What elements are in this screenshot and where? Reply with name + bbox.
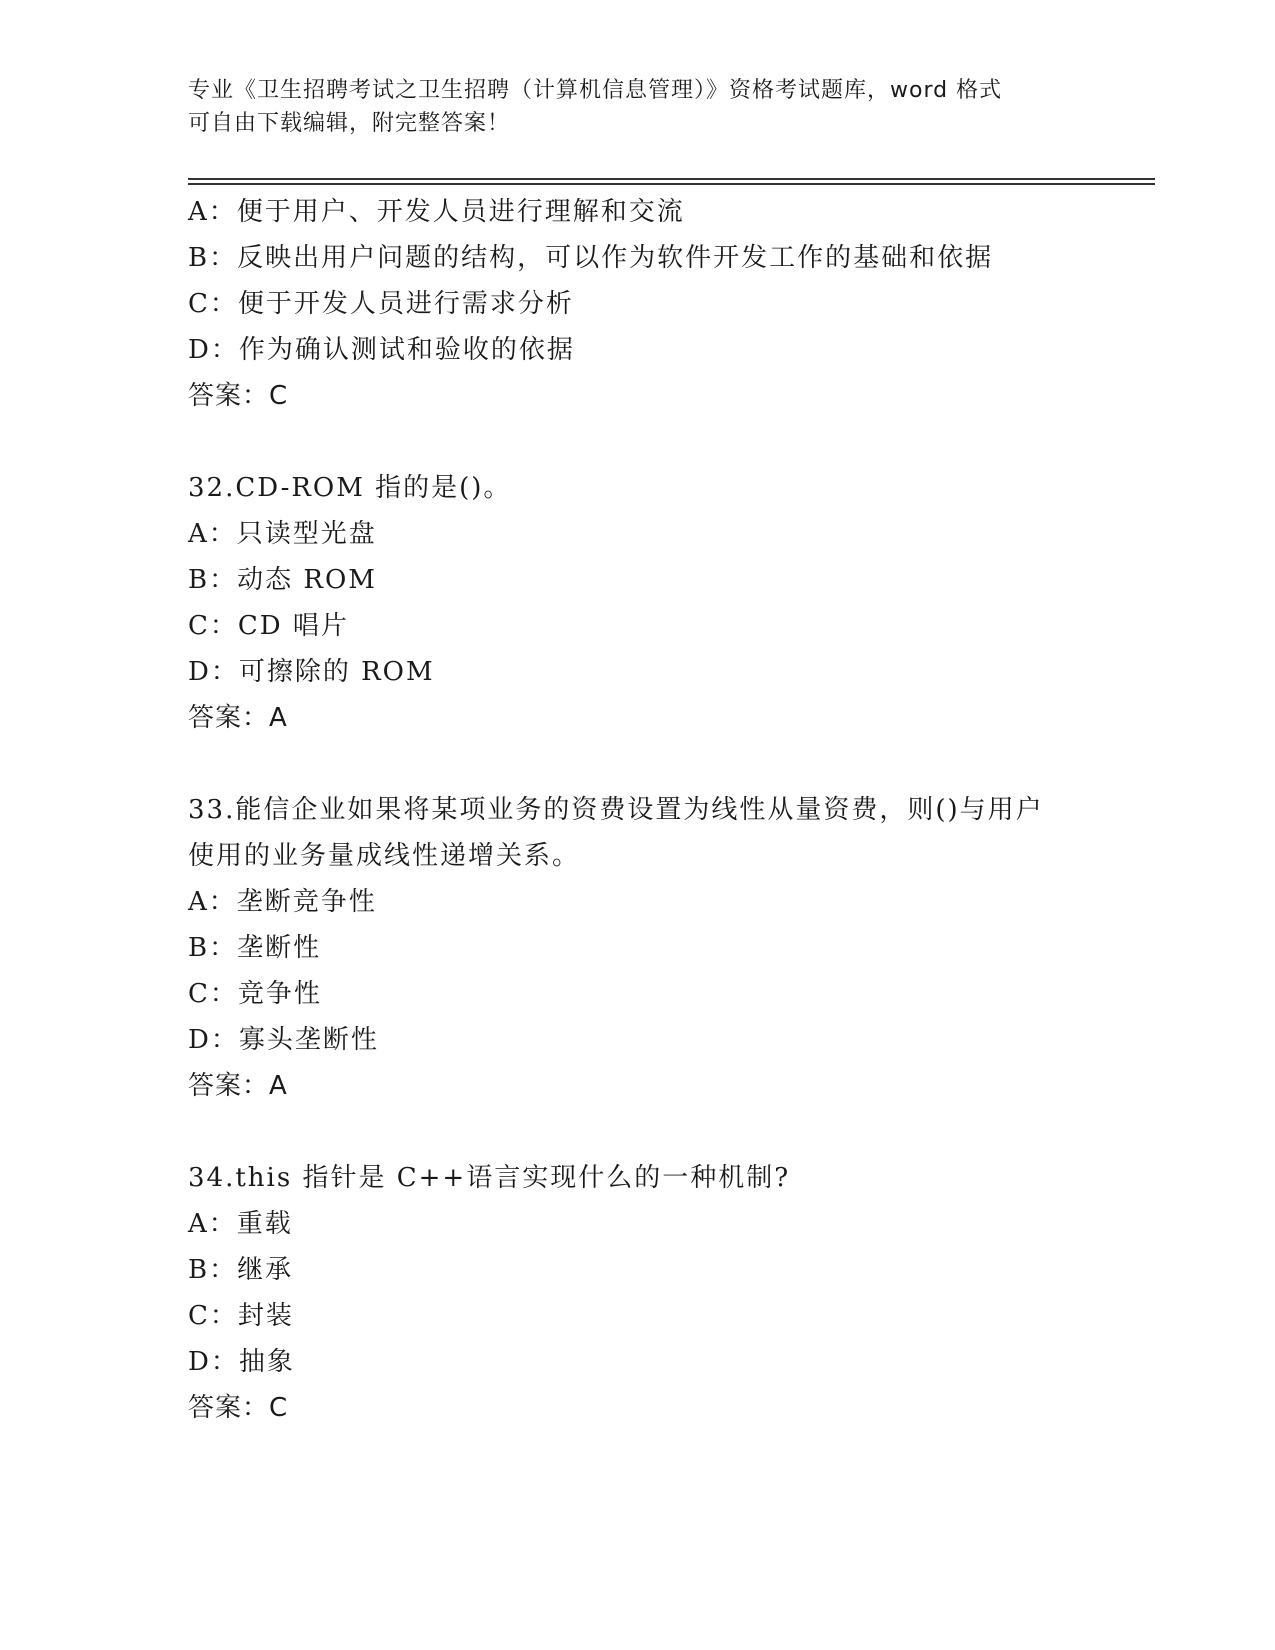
question-32 xyxy=(188,465,1088,741)
question-33 xyxy=(188,787,1088,1109)
option-d: D：抽象 xyxy=(188,1347,295,1377)
option-a: A：重载 xyxy=(188,1209,293,1239)
header-line-1: 专业《卫生招聘考试之卫生招聘（计算机信息管理）》资格考试题库，word 格式 xyxy=(188,78,1003,103)
option-b: B：继承 xyxy=(188,1255,294,1285)
question-text: 32.CD-ROM 指的是()。 xyxy=(188,473,512,503)
answer: 答案：A xyxy=(188,1071,288,1101)
option-c: C：便于开发人员进行需求分析 xyxy=(188,289,574,319)
question-text-line-2: 使用的业务量成线性递增关系。 xyxy=(188,841,581,871)
spacer xyxy=(188,1109,1088,1155)
answer: 答案：C xyxy=(188,381,289,411)
spacer xyxy=(188,741,1088,787)
header-divider-top xyxy=(188,178,1155,180)
header-line-2: 可自由下载编辑，附完整答案！ xyxy=(188,111,511,136)
question-34 xyxy=(188,1155,1088,1431)
option-a: A：只读型光盘 xyxy=(188,519,377,549)
document-header xyxy=(188,74,1068,140)
option-a: A：垄断竞争性 xyxy=(188,887,377,917)
option-c: C：封装 xyxy=(188,1301,294,1331)
option-d: D：作为确认测试和验收的依据 xyxy=(188,335,575,365)
question-list xyxy=(188,189,1088,1431)
option-b: B：反映出用户问题的结构，可以作为软件开发工作的基础和依据 xyxy=(188,243,994,273)
option-c: C：CD 唱片 xyxy=(188,611,349,641)
option-c: C：竞争性 xyxy=(188,979,322,1009)
question-31 xyxy=(188,189,1088,419)
answer: 答案：A xyxy=(188,703,288,733)
answer: 答案：C xyxy=(188,1393,289,1423)
option-a: A：便于用户、开发人员进行理解和交流 xyxy=(188,197,685,227)
option-d: D：寡头垄断性 xyxy=(188,1025,379,1055)
spacer xyxy=(188,419,1088,465)
option-d: D：可擦除的 ROM xyxy=(188,657,435,687)
header-divider-bottom xyxy=(188,183,1155,185)
option-b: B：动态 ROM xyxy=(188,565,377,595)
option-b: B：垄断性 xyxy=(188,933,322,963)
question-text: 34.this 指针是 C++语言实现什么的一种机制? xyxy=(188,1163,791,1193)
question-text-line-1: 33.能信企业如果将某项业务的资费设置为线性从量资费，则()与用户 xyxy=(188,795,1044,825)
